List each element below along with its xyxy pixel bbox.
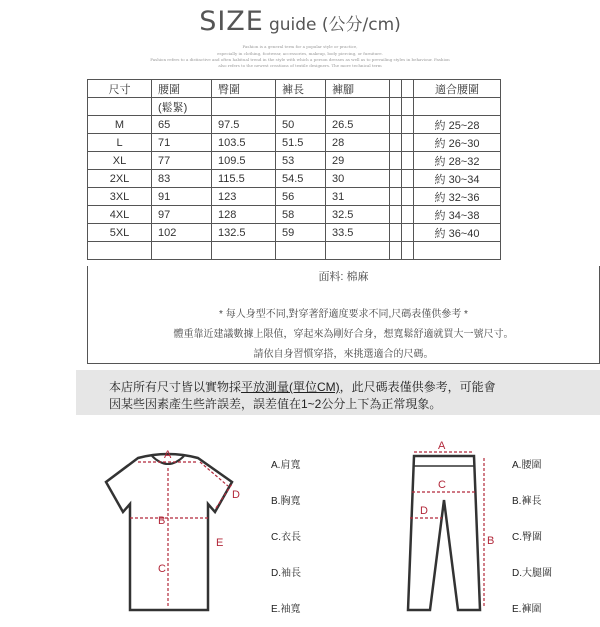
material-label: 面料: 棉麻 [318, 271, 369, 283]
table-row [88, 224, 501, 242]
notice-line-2: 因某些因素產生些許誤差，誤差值在1~2公分上下為正常現象。 [109, 397, 442, 411]
measurement-notice [76, 370, 600, 415]
cell: 約 36~40 [414, 224, 501, 242]
cell: 56 [276, 188, 326, 206]
cell: L [88, 134, 152, 152]
notice-line-1 [109, 378, 496, 395]
header-length: 褲長 [276, 80, 326, 98]
header-size: 尺寸 [88, 80, 152, 98]
cell: 97 [152, 206, 212, 224]
cell: 83 [152, 170, 212, 188]
header-waist: 腰圍 [152, 80, 212, 98]
table-header-row [88, 80, 501, 98]
cell: 77 [152, 152, 212, 170]
table-row [88, 206, 501, 224]
table-row-empty [88, 242, 501, 260]
tagline-2: especially in clothing, footwear, accessories, makeup, body piercing, or furniture. [217, 51, 383, 56]
marker-d: D [420, 505, 428, 517]
marker-c: C [158, 563, 166, 575]
table-row [88, 116, 501, 134]
marker-b: B [158, 515, 166, 527]
cell: 約 32~36 [414, 188, 501, 206]
shirt-legend-d: D.袖長 [271, 568, 301, 579]
cell: 約 30~34 [414, 170, 501, 188]
cell: M [88, 116, 152, 134]
page-title [0, 6, 600, 37]
cell: 26.5 [326, 116, 390, 134]
note-2: 體重靠近建議數據上限值，穿起來為剛好合身，想寬鬆舒適就買大一號尺寸。 [173, 329, 514, 340]
pants-legend-a: A.腰圍 [512, 460, 542, 471]
cell: 115.5 [212, 170, 276, 188]
cell: 4XL [88, 206, 152, 224]
cell: 5XL [88, 224, 152, 242]
tagline-4: also refers to the newest creations of textile designers. The more technical term [218, 63, 382, 68]
table-row [88, 152, 501, 170]
tagline-1: Fashion is a general term for a popular style or practice, [242, 44, 358, 49]
marker-a: A [164, 449, 172, 461]
cell: 50 [276, 116, 326, 134]
cell: 51.5 [276, 134, 326, 152]
pants-legend-c: C.臀圍 [512, 532, 542, 543]
shirt-legend-c: C.衣長 [271, 532, 301, 543]
cell: 約 28~32 [414, 152, 501, 170]
tshirt-outline [106, 454, 232, 610]
pants-legend-d: D.大腿圍 [512, 568, 552, 579]
cell: 32.5 [326, 206, 390, 224]
cell: 109.5 [212, 152, 276, 170]
shirt-legend-b: B.胸寬 [271, 496, 301, 507]
header-hip: 臀圍 [212, 80, 276, 98]
shirt-legend-a: A.肩寬 [271, 460, 301, 471]
header-blank [390, 80, 402, 98]
note-3: 請依自身習慣穿搭，來挑選適合的尺碼。 [253, 349, 434, 360]
cell: 約 34~38 [414, 206, 501, 224]
cell: 30 [326, 170, 390, 188]
cell: 53 [276, 152, 326, 170]
cell: 28 [326, 134, 390, 152]
cell: 29 [326, 152, 390, 170]
cell: 128 [212, 206, 276, 224]
cell: 約 25~28 [414, 116, 501, 134]
size-table [87, 79, 501, 260]
cell: 65 [152, 116, 212, 134]
title-main: SIZE [199, 6, 264, 37]
cell: XL [88, 152, 152, 170]
table-row [88, 170, 501, 188]
pants-legend-e: E.褲圍 [512, 604, 542, 615]
shirt-legend-e: E.袖寬 [271, 604, 301, 615]
cell: 54.5 [276, 170, 326, 188]
table-row [88, 188, 501, 206]
notes-box [87, 266, 600, 364]
cell: 59 [276, 224, 326, 242]
cell: 3XL [88, 188, 152, 206]
pants-legend-b: B.褲長 [512, 496, 542, 507]
title-sub: guide (公分/cm) [268, 15, 401, 35]
header-hem: 褲腳 [326, 80, 390, 98]
marker-e: E [216, 537, 224, 549]
table-row [88, 134, 501, 152]
marker-d: D [232, 489, 240, 501]
cell: 123 [212, 188, 276, 206]
marker-a: A [438, 440, 446, 452]
notice-text: ，此尺碼表僅供參考，可能會 [339, 380, 496, 394]
notice-underline: 平放測量(單位CM) [241, 380, 340, 394]
cell: 91 [152, 188, 212, 206]
marker-b: B [487, 535, 495, 547]
cell: 132.5 [212, 224, 276, 242]
pants-diagram [392, 440, 512, 620]
cell: 33.5 [326, 224, 390, 242]
note-1: * 每人身型不同,對穿著舒適度要求不同,尺碼表僅供參考 * [219, 309, 468, 320]
cell: 102 [152, 224, 212, 242]
cell: 71 [152, 134, 212, 152]
cell: 58 [276, 206, 326, 224]
header-fit-waist: 適合腰圍 [414, 80, 501, 98]
table-subheader-row [88, 98, 501, 116]
cell: 約 26~30 [414, 134, 501, 152]
cell: 31 [326, 188, 390, 206]
cell: 97.5 [212, 116, 276, 134]
header-blank [402, 80, 414, 98]
cell: 2XL [88, 170, 152, 188]
notice-text: 本店所有尺寸皆以實物採 [109, 380, 242, 394]
marker-c: C [438, 479, 446, 491]
subheader-elastic: (鬆緊) [152, 98, 212, 116]
tagline-3: Fashion refers to a distinctive and often habitual trend in the style with which a person dresses as well as to prevailing styles in behaviour. Fashion [150, 57, 450, 62]
cell: 103.5 [212, 134, 276, 152]
